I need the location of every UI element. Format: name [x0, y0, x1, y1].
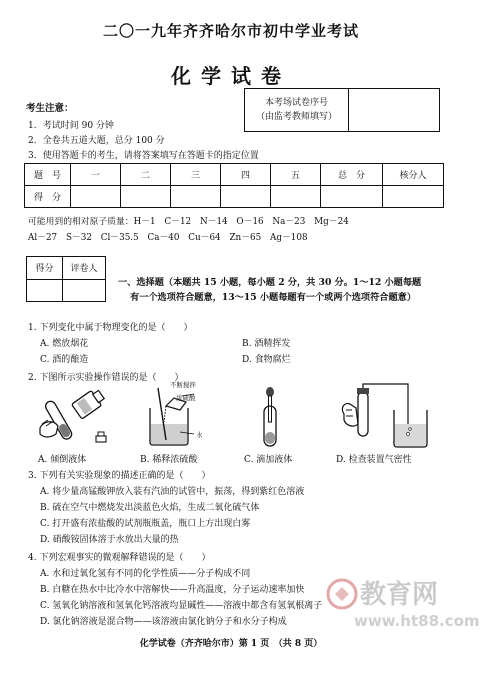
grader-name-cell[interactable] — [63, 279, 106, 302]
score-header-cell: 二 — [121, 164, 171, 186]
serial-input-cell[interactable] — [349, 89, 440, 132]
watermark-logo-icon — [326, 578, 358, 610]
score-cell[interactable] — [271, 186, 321, 208]
question-2-option-c[interactable]: C. 滴加液体 — [244, 455, 293, 465]
question-3-option-c[interactable]: C. 打开盛有浓盐酸的试剂瓶瓶盖，瓶口上方出现白雾 — [40, 519, 251, 529]
exam-title: 二〇一九年齐齐哈尔市初中学业考试 — [102, 22, 359, 40]
atomic-mass-line: Al－27 S－32 Cl－35.5 Ca－40 Cu－64 Zn－65 Ag－108 — [28, 233, 308, 243]
watermark-url: www.ht88.com — [354, 612, 480, 630]
score-cell[interactable] — [121, 186, 171, 208]
figure-label-water: 水 — [196, 431, 203, 439]
notice-heading: 考生注意： — [26, 103, 74, 114]
question-1-stem: 1. 下列变化中属于物理变化的是（ ） — [28, 323, 193, 333]
score-row-label: 得 分 — [25, 186, 71, 208]
notice-item: 3．使用答题卡的考生，请将答案填写在答题卡的指定位置 — [28, 151, 259, 161]
score-cell[interactable] — [71, 186, 121, 208]
score-header-cell: 一 — [71, 164, 121, 186]
score-header-cell: 四 — [221, 164, 271, 186]
score-header-cell: 题 号 — [25, 164, 71, 186]
section-title-line1: 一、选择题（本题共 15 小题，每小题 2 分，共 30 分。1～12 小题每题 — [118, 277, 422, 288]
question-3-option-d[interactable]: D. 硝酸铵固体溶于水放出大量的热 — [40, 535, 179, 545]
question-1-option-c[interactable]: C. 酒的酿造 — [40, 355, 89, 365]
score-cell[interactable] — [383, 186, 444, 208]
question-3-stem: 3. 下列有关实验现象的描述正确的是（ ） — [28, 471, 211, 481]
question-1-option-d[interactable]: D. 食物腐烂 — [242, 355, 291, 365]
score-header-cell: 核分人 — [383, 164, 444, 186]
page-footer: 化学试卷（齐齐哈尔市）第 1 页 （共 8 页） — [139, 639, 323, 649]
watermark — [318, 574, 480, 644]
serial-label-line1: 本考场试卷序号 — [264, 98, 328, 108]
question-4-option-c[interactable]: C. 氢氧化钠溶液和氢氧化钙溶液均显碱性——溶液中都含有氢氧根离子 — [40, 601, 323, 611]
question-4-option-b[interactable]: B. 白糖在热水中比冷水中溶解快——升高温度，分子运动速率加快 — [40, 585, 305, 595]
figure-label-acid: 浓硫酸 — [176, 394, 196, 402]
figure-drop-liquid — [250, 386, 290, 448]
subject-title: 化学试卷 — [171, 64, 291, 88]
serial-label — [245, 89, 349, 132]
section-title — [118, 275, 448, 305]
grader-score-label: 得分 — [27, 257, 63, 280]
serial-label-line2: （由监考教师填写） — [255, 112, 337, 122]
figure-pour-liquid — [34, 384, 114, 446]
notice-item: 2．全卷共五道大题，总分 100 分 — [28, 136, 165, 146]
question-3-option-a[interactable]: A. 将少量高锰酸钾放入装有汽油的试管中，振荡，得到紫红色溶液 — [40, 487, 305, 497]
grader-score-cell[interactable] — [27, 279, 63, 302]
watermark-brand: 教育网 — [360, 580, 439, 610]
question-4-stem: 4. 下列宏观事实的微观解释错误的是（ ） — [28, 553, 211, 563]
score-header-cell: 三 — [171, 164, 221, 186]
score-header-cell: 总 分 — [321, 164, 383, 186]
score-header-cell: 五 — [271, 164, 321, 186]
figure-airtight-check — [334, 384, 434, 448]
question-2-option-b[interactable]: B. 稀释浓硫酸 — [140, 455, 198, 465]
question-1-option-b[interactable]: B. 酒精挥发 — [242, 339, 291, 349]
question-2-option-a[interactable]: A. 倾倒液体 — [38, 455, 87, 465]
grader-label: 评卷人 — [63, 257, 106, 280]
question-3-option-b[interactable]: B. 硫在空气中燃烧发出淡蓝色火焰，生成二氧化硫气体 — [40, 503, 260, 513]
score-cell[interactable] — [221, 186, 271, 208]
notice-item: 1．考试时间 90 分钟 — [28, 121, 114, 131]
question-4-option-d[interactable]: D. 氯化钠溶液是混合物——该溶液由氯化钠分子和水分子构成 — [40, 617, 287, 627]
score-table — [24, 163, 444, 208]
question-2-stem: 2. 下图所示实验操作错误的是（ ） — [28, 373, 184, 383]
question-2-option-d[interactable]: D. 检查装置气密性 — [336, 455, 412, 465]
atomic-mass-line: 可能用到的相对原子质量：H－1 C－12 N－14 O－16 Na－23 Mg－24 — [28, 217, 349, 227]
section-title-line2: 有一个选项符合题意，13～15 小题每题有一个或两个选项符合题意） — [130, 292, 417, 303]
question-1-option-a[interactable]: A. 燃放烟花 — [40, 339, 89, 349]
figure-label-stir: 不断搅拌 — [170, 381, 196, 389]
grader-table — [26, 256, 106, 302]
question-4-option-a[interactable]: A. 水和过氧化氢有不同的化学性质——分子构成不同 — [40, 569, 251, 579]
serial-number-box — [244, 88, 440, 132]
score-cell[interactable] — [321, 186, 383, 208]
score-cell[interactable] — [171, 186, 221, 208]
